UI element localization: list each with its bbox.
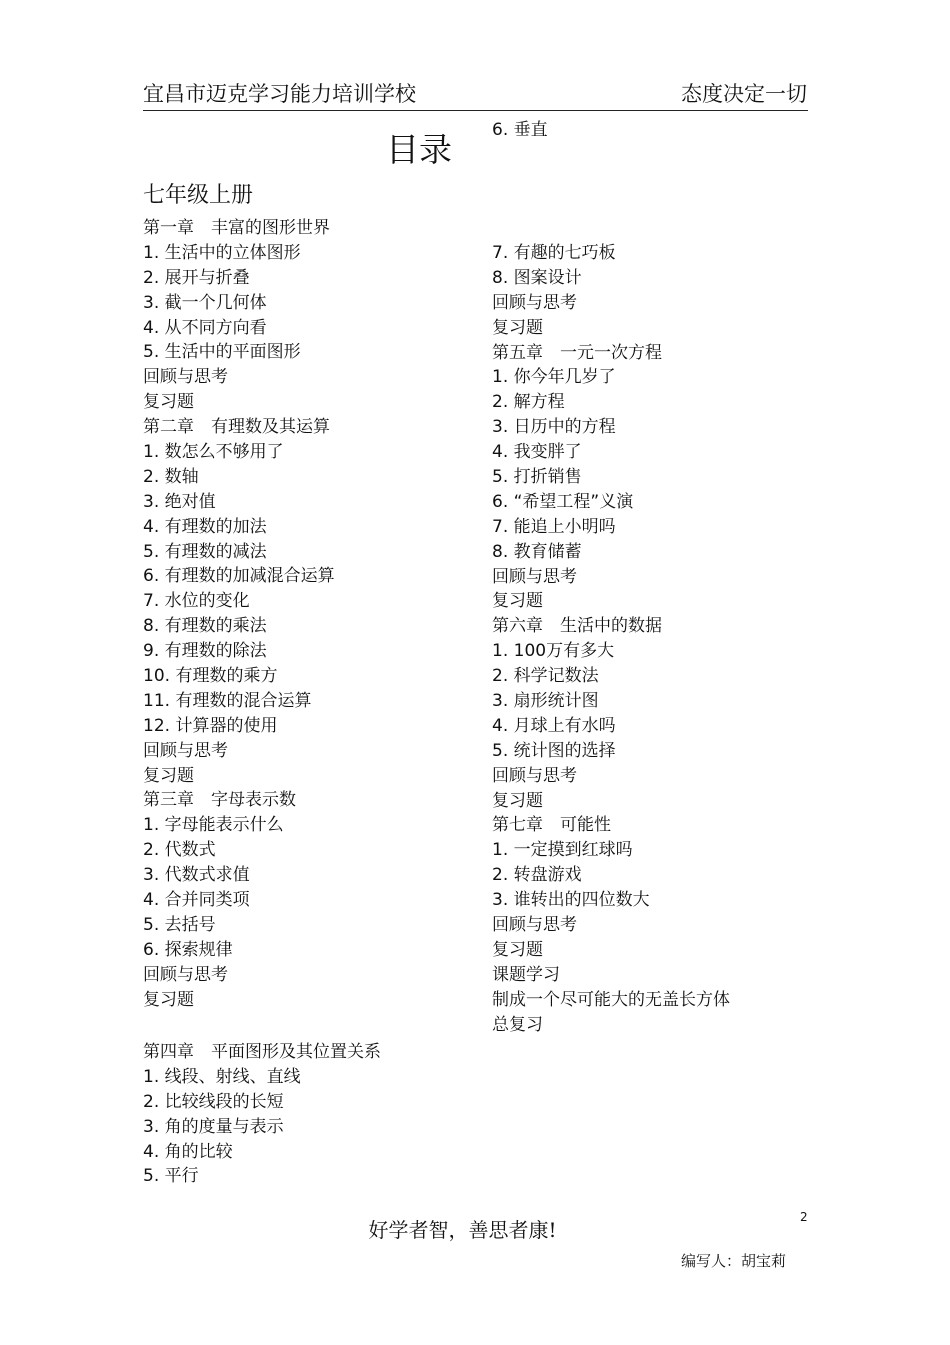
toc-item: 4. 角的比较 [143,1141,233,1162]
toc-item: 2. 数轴 [143,466,199,487]
toc-left-column [143,216,335,1013]
toc-item: 3. 代数式求值 [143,865,250,886]
chapter-heading: 第三章 字母表示数 [143,790,296,811]
toc-item: 1. 生活中的立体图形 [143,242,301,263]
toc-item: 9. 有理数的除法 [143,641,267,662]
toc-item: 回顾与思考 [492,566,577,587]
footer-motto: 好学者智，善思者康! [368,1218,557,1242]
toc-item: 制成一个尽可能大的无盖长方体 [492,989,730,1010]
toc-item: 6. 垂直 [492,120,548,140]
toc-item: 8. 教育储蓄 [492,541,582,562]
chapter-heading: 第一章 丰富的图形世界 [143,218,330,238]
toc-item: 2. 科学记数法 [492,666,599,687]
toc-item: 7. 有趣的七巧板 [492,243,616,263]
toc-item: 1. 100万有多大 [492,641,615,662]
author-credit: 编写人：胡宝莉 [681,1252,787,1270]
chapter-heading: 第五章 一元一次方程 [492,342,662,363]
toc-item: 1. 你今年几岁了 [492,367,616,388]
toc-item: 课题学习 [492,964,560,985]
toc-item: 4. 合并同类项 [143,890,250,911]
toc-item: 2. 比较线段的长短 [143,1091,284,1112]
toc-item: 8. 有理数的乘法 [143,616,267,637]
toc-item: 2. 解方程 [492,392,565,413]
toc-item: 5. 打折销售 [492,467,582,488]
toc-item: 5. 平行 [143,1166,199,1187]
toc-item: 3. 绝对值 [143,491,216,512]
toc-item: 回顾与思考 [492,292,577,313]
toc-item: 3. 扇形统计图 [492,691,599,712]
toc-item: 5. 有理数的减法 [143,541,267,562]
chapter-heading: 第四章 平面图形及其位置关系 [143,1042,381,1062]
header-motto: 态度决定一切 [681,82,807,106]
toc-item: 总复习 [492,1014,543,1035]
toc-item: 11. 有理数的混合运算 [143,690,312,711]
toc-item: 7. 能追上小明吗 [492,516,616,537]
toc-item: 复习题 [492,317,543,338]
toc-item: 回顾与思考 [492,765,577,786]
toc-item: 5. 统计图的选择 [492,740,616,761]
page-number: 2 [800,1210,808,1224]
toc-item: 4. 从不同方向看 [143,317,267,338]
chapter-heading: 第二章 有理数及其运算 [143,417,330,438]
toc-item: 复习题 [492,790,543,811]
toc-item: 复习题 [143,989,194,1010]
toc-item: 回顾与思考 [143,740,228,761]
toc-item: 3. 截一个几何体 [143,292,267,313]
toc-item: 12. 计算器的使用 [143,715,278,736]
toc-item: 8. 图案设计 [492,267,582,288]
toc-item: 10. 有理数的乘方 [143,666,278,687]
chapter-heading: 第六章 生活中的数据 [492,616,662,637]
toc-item: 复习题 [143,392,194,413]
chapter-heading: 第七章 可能性 [492,815,611,836]
toc-item: 复习题 [492,939,543,960]
toc-item: 回顾与思考 [143,367,228,388]
toc-item: 复习题 [492,591,543,612]
toc-item: 1. 一定摸到红球吗 [492,840,633,861]
toc-item: 回顾与思考 [492,915,577,936]
toc-item: 6. 有理数的加减混合运算 [143,566,335,587]
toc-item: 2. 代数式 [143,840,216,861]
toc-item: 4. 有理数的加法 [143,516,267,537]
header-divider [143,110,808,111]
toc-item: 5. 去括号 [143,914,216,935]
toc-item: 1. 数怎么不够用了 [143,442,284,463]
toc-item: 4. 我变胖了 [492,442,582,463]
toc-item: 3. 角的度量与表示 [143,1116,284,1137]
toc-item: 1. 字母能表示什么 [143,815,284,836]
toc-item: 6. “希望工程”义演 [492,491,634,512]
school-name: 宜昌市迈克学习能力培训学校 [143,82,416,106]
toc-item: 6. 探索规律 [143,939,233,960]
page-title: 目录 [386,130,452,169]
toc-right-column [492,241,730,1038]
grade-heading: 七年级上册 [143,183,254,208]
toc-item: 2. 展开与折叠 [143,267,250,288]
toc-item: 4. 月球上有水吗 [492,715,616,736]
toc-item: 1. 线段、射线、直线 [143,1066,301,1087]
toc-item: 复习题 [143,765,194,786]
toc-item: 3. 日历中的方程 [492,417,616,438]
toc-item: 2. 转盘游戏 [492,865,582,886]
toc-right-column-top [492,118,548,143]
toc-item: 5. 生活中的平面图形 [143,342,301,363]
toc-item: 回顾与思考 [143,964,228,985]
toc-item: 3. 谁转出的四位数大 [492,890,650,911]
toc-item: 7. 水位的变化 [143,591,250,612]
toc-left-column-lower [143,1040,381,1189]
